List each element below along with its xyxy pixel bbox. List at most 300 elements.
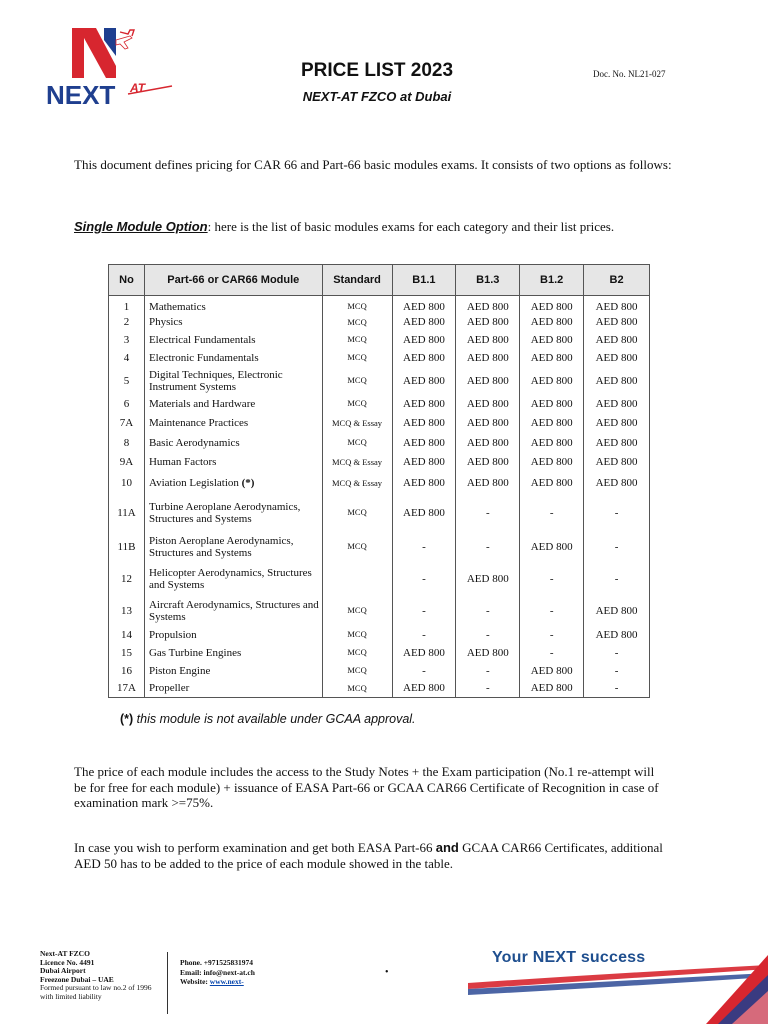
row-price-b13: [456, 452, 520, 473]
row-price-b11: [392, 413, 456, 434]
row-number-text: 15: [120, 646, 132, 659]
row-price-b13: [456, 314, 520, 331]
row-standard: [322, 452, 392, 473]
row-module-text: Physics: [148, 316, 183, 328]
header-b11: B1.1: [392, 265, 456, 296]
row-price-b11-text: AED 800: [403, 374, 445, 387]
row-standard-text: MCQ: [347, 375, 367, 385]
row-number-text: 11B: [117, 540, 136, 553]
row-number-text: 11A: [117, 506, 136, 519]
row-module-text: Mathematics: [148, 300, 206, 313]
row-price-b11: [392, 680, 456, 698]
row-price-b12: [520, 680, 584, 698]
row-price-b13-text: AED 800: [466, 456, 509, 468]
row-standard: [322, 680, 392, 698]
document-number: Doc. No. NL21-027: [593, 69, 666, 79]
row-price-b13-text: -: [485, 540, 490, 553]
row-number: [109, 473, 145, 494]
row-module-text: Basic Aerodynamics: [148, 436, 240, 449]
footer-airport: Dubai Airport: [40, 966, 86, 976]
row-standard: [322, 434, 392, 452]
row-price-b12-text: AED 800: [530, 417, 573, 429]
row-price-b12: [520, 434, 584, 452]
row-price-b11: [392, 596, 456, 626]
row-module-mark: (*): [241, 477, 255, 489]
row-price-b13: [456, 494, 520, 532]
row-module: [144, 494, 322, 532]
row-price-b13: [456, 662, 520, 680]
row-module-text: Propulsion: [148, 628, 197, 641]
row-price-b13-text: AED 800: [466, 572, 509, 585]
row-standard: [322, 349, 392, 367]
row-price-b12-text: -: [549, 628, 554, 641]
row-price-b11: [392, 395, 456, 413]
intro-paragraph: This document defines pricing for CAR 66 and Part-66 basic modules exams. It consists of two options as follows:: [74, 157, 672, 172]
table-header-row: [109, 265, 650, 296]
footer-contact: [180, 958, 255, 987]
row-price-b12-text: -: [549, 646, 554, 659]
single-module-label: Single Module Option: [74, 219, 208, 234]
row-price-b2: [584, 662, 650, 680]
row-price-b2: [584, 596, 650, 626]
footer-freezone: Freezone Dubai – UAE: [40, 974, 114, 984]
row-price-b13: [456, 532, 520, 562]
header-b2: B2: [584, 265, 650, 296]
row-price-b13-text: AED 800: [466, 436, 509, 449]
table-row: [109, 494, 650, 532]
row-price-b12: [520, 644, 584, 662]
row-number-text: 12: [120, 572, 132, 585]
row-price-b12: [520, 395, 584, 413]
row-price-b12: [520, 296, 584, 314]
row-price-b11: [392, 494, 456, 532]
table-row: [109, 395, 650, 413]
both-certs-and: and: [435, 840, 459, 855]
row-price-b12-text: AED 800: [530, 316, 573, 328]
row-price-b2-text: AED 800: [595, 351, 638, 364]
page-title: PRICE LIST 2023: [300, 60, 454, 81]
table-row: [109, 367, 650, 395]
row-price-b13: [456, 395, 520, 413]
table-row: [109, 331, 650, 349]
row-module: [144, 680, 322, 698]
footer-divider: [167, 952, 168, 1014]
table-row: [109, 473, 650, 494]
row-price-b12-text: AED 800: [530, 540, 573, 553]
row-standard-text: MCQ: [347, 437, 367, 447]
row-price-b13-text: AED 800: [466, 316, 509, 328]
row-number: [109, 644, 145, 662]
row-module: [144, 644, 322, 662]
row-module: [144, 296, 322, 314]
row-price-b12: [520, 413, 584, 434]
row-price-b12: [520, 314, 584, 331]
row-standard-text: MCQ: [347, 605, 367, 615]
row-price-b2-text: AED 800: [595, 316, 638, 328]
row-price-b11-text: AED 800: [403, 397, 445, 410]
row-standard-text: MCQ & Essay: [332, 456, 383, 467]
row-price-b2-text: AED 800: [595, 333, 638, 346]
row-price-b2-text: -: [614, 506, 619, 519]
footer-slogan: Your NEXT success: [492, 949, 646, 966]
row-standard: [322, 314, 392, 331]
row-module-text: Aviation Legislation: [148, 477, 239, 489]
row-price-b2-text: -: [614, 540, 619, 553]
both-certs-part1: In case you wish to perform examination and get both EASA Part-66: [74, 840, 436, 855]
header-b12: B1.2: [520, 265, 584, 296]
row-price-b2: [584, 395, 650, 413]
row-price-b11-text: AED 800: [403, 316, 445, 328]
footer-website-label: Website:: [180, 977, 210, 986]
row-number: [109, 434, 145, 452]
row-price-b11: [392, 452, 456, 473]
row-price-b13-text: -: [485, 628, 490, 641]
row-standard: [322, 331, 392, 349]
row-price-b12-text: -: [549, 506, 554, 519]
row-price-b2: [584, 494, 650, 532]
row-price-b13: [456, 644, 520, 662]
row-standard: [322, 662, 392, 680]
header-b13: B1.3: [456, 265, 520, 296]
row-module: [144, 367, 322, 395]
row-price-b2-text: AED 800: [595, 456, 638, 468]
row-price-b13-text: AED 800: [466, 300, 509, 313]
row-price-b11-text: AED 800: [403, 682, 445, 695]
row-number: [109, 296, 145, 314]
footer-company-info: [40, 950, 162, 1002]
row-module: [144, 532, 322, 562]
row-price-b12-text: AED 800: [530, 333, 573, 346]
row-module-text: Piston Engine: [148, 664, 211, 677]
row-number: [109, 562, 145, 596]
price-includes-paragraph: The price of each module includes the access to the Study Notes + the Exam participation (No.1 re-attempt will be for free for each module) + issuance of EASA Part-66 or GCAA CAR66 Certificate of Recognition in case of examination mark >=75%.: [74, 764, 659, 810]
both-certificates-paragraph: [74, 840, 664, 871]
row-number-text: 7A: [119, 417, 134, 429]
table-row: [109, 314, 650, 331]
row-price-b2-text: -: [614, 664, 619, 677]
row-module: [144, 562, 322, 596]
row-price-b13: [456, 413, 520, 434]
footer-dot: •: [385, 967, 389, 978]
row-number-text: 9A: [119, 456, 134, 468]
page-subtitle: NEXT-AT FZCO at Dubai: [302, 89, 452, 104]
row-number-text: 14: [120, 628, 132, 641]
row-price-b11-text: AED 800: [403, 646, 445, 659]
row-standard: [322, 644, 392, 662]
row-standard-text: MCQ: [347, 682, 367, 693]
row-price-b13: [456, 596, 520, 626]
row-price-b2: [584, 331, 650, 349]
row-module: [144, 395, 322, 413]
table-row: [109, 452, 650, 473]
row-number-text: 10: [120, 477, 132, 489]
row-number-text: 4: [123, 351, 130, 364]
row-price-b2-text: AED 800: [595, 417, 638, 429]
both-certs-part2: GCAA CAR66 Certificates, additional AED 50 has to be added to the price of each module showed in the table.: [74, 840, 663, 871]
row-module-text: Human Factors: [148, 456, 217, 468]
row-price-b12-text: -: [549, 572, 554, 585]
table-row: [109, 562, 650, 596]
row-price-b2: [584, 680, 650, 698]
row-price-b12: [520, 452, 584, 473]
row-number-text: 2: [123, 316, 130, 328]
row-price-b2: [584, 532, 650, 562]
table-row: [109, 434, 650, 452]
row-price-b2-text: -: [614, 646, 619, 659]
row-price-b11: [392, 562, 456, 596]
row-price-b13: [456, 562, 520, 596]
row-price-b2: [584, 434, 650, 452]
row-standard-text: MCQ: [347, 316, 367, 327]
row-price-b13: [456, 331, 520, 349]
row-price-b13-text: -: [485, 664, 490, 677]
row-standard: [322, 562, 392, 596]
row-price-b13-text: AED 800: [466, 351, 509, 364]
row-module: [144, 314, 322, 331]
row-standard: [322, 296, 392, 314]
row-standard-text: MCQ: [347, 629, 367, 639]
row-price-b12-text: AED 800: [530, 300, 573, 313]
row-price-b12: [520, 473, 584, 494]
row-standard: [322, 596, 392, 626]
row-number: [109, 626, 145, 644]
row-module-text: Maintenance Practices: [148, 417, 249, 429]
row-standard-text: MCQ: [347, 507, 367, 517]
row-price-b13-text: AED 800: [466, 646, 509, 659]
row-price-b12: [520, 562, 584, 596]
row-price-b11-text: -: [422, 540, 426, 553]
row-price-b13-text: -: [485, 682, 490, 695]
row-price-b13-text: AED 800: [466, 417, 509, 429]
row-price-b13: [456, 626, 520, 644]
row-number: [109, 367, 145, 395]
row-price-b2: [584, 296, 650, 314]
row-price-b11-text: AED 800: [403, 417, 445, 429]
row-price-b12-text: AED 800: [530, 682, 573, 695]
row-price-b13-text: -: [485, 506, 490, 519]
row-number: [109, 532, 145, 562]
row-price-b12-text: AED 800: [530, 436, 573, 449]
price-table: [108, 264, 650, 698]
row-price-b2: [584, 367, 650, 395]
row-module: [144, 349, 322, 367]
row-price-b11: [392, 296, 456, 314]
table-row: [109, 626, 650, 644]
row-number: [109, 680, 145, 698]
row-price-b2-text: AED 800: [595, 436, 638, 449]
row-module: [144, 413, 322, 434]
row-standard-text: MCQ: [347, 352, 367, 362]
table-row: [109, 296, 650, 314]
footer-website-line: [180, 977, 255, 987]
row-module-text: Aircraft Aerodynamics, Structures and Systems: [148, 598, 319, 623]
row-price-b11-text: AED 800: [403, 477, 445, 489]
row-price-b2: [584, 626, 650, 644]
row-standard: [322, 626, 392, 644]
row-module-text: Piston Aeroplane Aerodynamics, Structures and Systems: [148, 534, 294, 559]
row-standard: [322, 413, 392, 434]
row-number: [109, 331, 145, 349]
row-price-b2: [584, 314, 650, 331]
row-price-b13-text: AED 800: [466, 333, 509, 346]
row-price-b11: [392, 473, 456, 494]
row-standard: [322, 494, 392, 532]
row-price-b12-text: -: [549, 604, 554, 617]
row-price-b13: [456, 296, 520, 314]
row-price-b2-text: AED 800: [595, 628, 638, 641]
row-price-b11-text: -: [422, 572, 426, 585]
footnote-text: this module is not available under GCAA approval.: [133, 712, 416, 726]
row-number-text: 6: [123, 397, 130, 410]
footnote-mark: (*): [120, 712, 134, 726]
row-standard: [322, 395, 392, 413]
row-module-text: Digital Techniques, Electronic Instrument Systems: [148, 368, 283, 393]
row-price-b13: [456, 367, 520, 395]
row-price-b13: [456, 473, 520, 494]
row-price-b2: [584, 452, 650, 473]
row-price-b11-text: AED 800: [403, 351, 445, 364]
row-price-b12: [520, 626, 584, 644]
row-price-b2-text: -: [614, 572, 619, 585]
row-price-b11-text: AED 800: [403, 333, 445, 346]
row-price-b12-text: AED 800: [530, 397, 573, 410]
row-number: [109, 395, 145, 413]
row-price-b11-text: AED 800: [403, 300, 445, 313]
row-price-b13: [456, 349, 520, 367]
row-price-b11-text: -: [422, 604, 426, 617]
row-price-b2-text: AED 800: [595, 397, 638, 410]
row-number-text: 17A: [117, 682, 136, 695]
row-price-b12-text: AED 800: [530, 664, 573, 677]
header-standard: Standard: [322, 265, 392, 296]
row-standard: [322, 532, 392, 562]
table-body: [109, 296, 650, 698]
table-row: [109, 662, 650, 680]
row-number-text: 13: [120, 604, 132, 617]
table-row: [109, 413, 650, 434]
footer-licence: Licence No. 4491: [40, 957, 95, 967]
row-price-b11: [392, 644, 456, 662]
row-module-text: Propeller: [148, 682, 190, 695]
row-standard: [322, 367, 392, 395]
row-module: [144, 596, 322, 626]
table-row: [109, 349, 650, 367]
row-price-b11: [392, 626, 456, 644]
row-module-text: Electronic Fundamentals: [148, 351, 259, 364]
row-price-b11-text: AED 800: [403, 506, 445, 519]
row-number-text: 8: [123, 436, 130, 449]
row-standard-text: MCQ: [347, 301, 367, 312]
row-price-b11: [392, 434, 456, 452]
row-number: [109, 349, 145, 367]
row-price-b13-text: AED 800: [466, 397, 509, 410]
row-price-b2-text: AED 800: [595, 604, 638, 617]
row-price-b12-text: AED 800: [530, 456, 573, 468]
table-row: [109, 596, 650, 626]
row-price-b2: [584, 562, 650, 596]
row-module: [144, 662, 322, 680]
row-module-text: Electrical Fundamentals: [148, 333, 256, 346]
row-number: [109, 662, 145, 680]
footer-email: Email: info@next-at.ch: [180, 967, 255, 977]
row-module: [144, 434, 322, 452]
svg-text:AT: AT: [130, 81, 146, 95]
row-module: [144, 331, 322, 349]
single-module-paragraph: [74, 219, 694, 235]
row-price-b2: [584, 413, 650, 434]
row-number-text: 1: [123, 300, 130, 313]
row-price-b12: [520, 494, 584, 532]
row-price-b12: [520, 367, 584, 395]
header-no: No: [109, 265, 145, 296]
row-price-b11: [392, 532, 456, 562]
row-price-b12: [520, 662, 584, 680]
row-number-text: 16: [120, 664, 132, 677]
row-price-b11-text: -: [422, 628, 426, 641]
row-number: [109, 596, 145, 626]
row-standard-text: MCQ: [347, 541, 367, 551]
row-price-b12: [520, 532, 584, 562]
row-price-b13-text: -: [485, 604, 490, 617]
row-price-b2-text: AED 800: [595, 300, 638, 313]
row-price-b11-text: -: [422, 664, 426, 677]
footer-company: Next-AT FZCO: [40, 949, 90, 958]
row-price-b12: [520, 349, 584, 367]
single-module-text: : here is the list of basic modules exams for each category and their list prices.: [207, 219, 615, 234]
row-price-b13: [456, 680, 520, 698]
row-price-b2-text: AED 800: [595, 374, 638, 387]
row-price-b12-text: AED 800: [530, 477, 573, 489]
row-module-text: Helicopter Aerodynamics, Structures and Systems: [148, 566, 312, 591]
row-standard-text: MCQ: [347, 665, 367, 675]
row-price-b2: [584, 349, 650, 367]
row-price-b11: [392, 367, 456, 395]
row-price-b12-text: AED 800: [530, 374, 573, 387]
row-module: [144, 626, 322, 644]
row-price-b13-text: AED 800: [466, 477, 509, 489]
row-price-b11-text: AED 800: [403, 456, 445, 468]
row-price-b13: [456, 434, 520, 452]
row-standard-text: MCQ: [347, 334, 367, 344]
row-standard-text: MCQ & Essay: [332, 417, 383, 428]
row-price-b11-text: AED 800: [403, 436, 445, 449]
row-module: [144, 473, 322, 494]
row-price-b11: [392, 331, 456, 349]
row-module-text: Gas Turbine Engines: [148, 646, 242, 659]
row-price-b11: [392, 662, 456, 680]
row-price-b12: [520, 331, 584, 349]
row-standard-text: MCQ & Essay: [332, 477, 383, 488]
table-row: [109, 644, 650, 662]
row-number-text: 5: [123, 374, 130, 387]
table-row: [109, 680, 650, 698]
row-price-b11: [392, 314, 456, 331]
row-number: [109, 494, 145, 532]
svg-text:NEXT: NEXT: [46, 80, 116, 110]
row-standard-text: MCQ: [347, 647, 367, 657]
footer-formed: Formed pursuant to law no.2 of 1996 with limited liability: [40, 983, 152, 1001]
row-standard-text: MCQ: [347, 398, 367, 408]
footer-phone: Phone. +971525831974: [180, 958, 254, 967]
footer-website-link[interactable]: www.next-: [209, 977, 244, 986]
row-module-text: Materials and Hardware: [148, 397, 256, 410]
row-price-b2-text: AED 800: [595, 477, 638, 489]
row-price-b11: [392, 349, 456, 367]
row-price-b12: [520, 596, 584, 626]
row-number: [109, 314, 145, 331]
row-standard: [322, 473, 392, 494]
row-price-b2: [584, 644, 650, 662]
